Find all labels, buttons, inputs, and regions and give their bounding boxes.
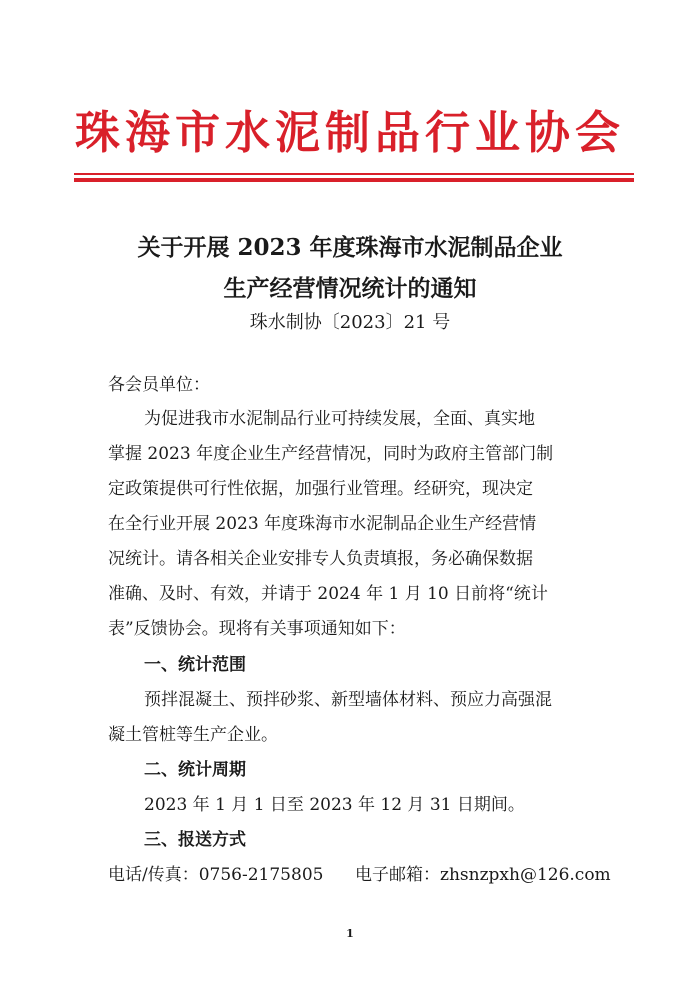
paragraph-line: 况统计。请各相关企业安排专人负责填报，务必确保数据 — [108, 549, 533, 569]
paragraph-line: 凝土管桩等生产企业。 — [108, 725, 278, 745]
paragraph-line: 在全行业开展 2023 年度珠海市水泥制品企业生产经营情 — [108, 514, 537, 534]
page-number: 1 — [346, 927, 354, 940]
org-letterhead-title: 珠海市水泥制品行业协会 — [74, 106, 625, 159]
letterhead-rule-thin — [74, 173, 634, 175]
paragraph-line: 为促进我市水泥制品行业可持续发展，全面、真实地 — [144, 409, 535, 429]
notice-title-line-2: 生产经营情况统计的通知 — [223, 275, 477, 302]
paragraph-line: 2023 年 1 月 1 日至 2023 年 12 月 31 日期间。 — [144, 795, 525, 815]
section-heading-scope: 一、统计范围 — [144, 655, 246, 675]
letterhead-rule-thick — [74, 178, 634, 182]
paragraph-line: 掌握 2023 年度企业生产经营情况，同时为政府主管部门制 — [108, 444, 554, 464]
section-heading-period: 二、统计周期 — [144, 760, 246, 780]
salutation: 各会员单位： — [108, 375, 210, 395]
paragraph-line: 表”反馈协会。现将有关事项通知如下： — [108, 619, 406, 639]
section-heading-submission: 三、报送方式 — [144, 830, 246, 850]
paragraph-line: 预拌混凝土、预拌砂浆、新型墙体材料、预应力高强混 — [144, 690, 552, 710]
document-number: 珠水制协〔2023〕21 号 — [249, 312, 451, 333]
paragraph-line: 准确、及时、有效，并请于 2024 年 1 月 10 日前将“统计 — [108, 584, 548, 604]
contact-phone: 电话/传真：0756-2175805 — [108, 865, 324, 885]
paragraph-line: 定政策提供可行性依据，加强行业管理。经研究，现决定 — [108, 479, 533, 499]
notice-title-line-1: 关于开展 2023 年度珠海市水泥制品企业 — [137, 234, 563, 261]
contact-email: 电子邮箱：zhsnzpxh@126.com — [355, 865, 611, 885]
